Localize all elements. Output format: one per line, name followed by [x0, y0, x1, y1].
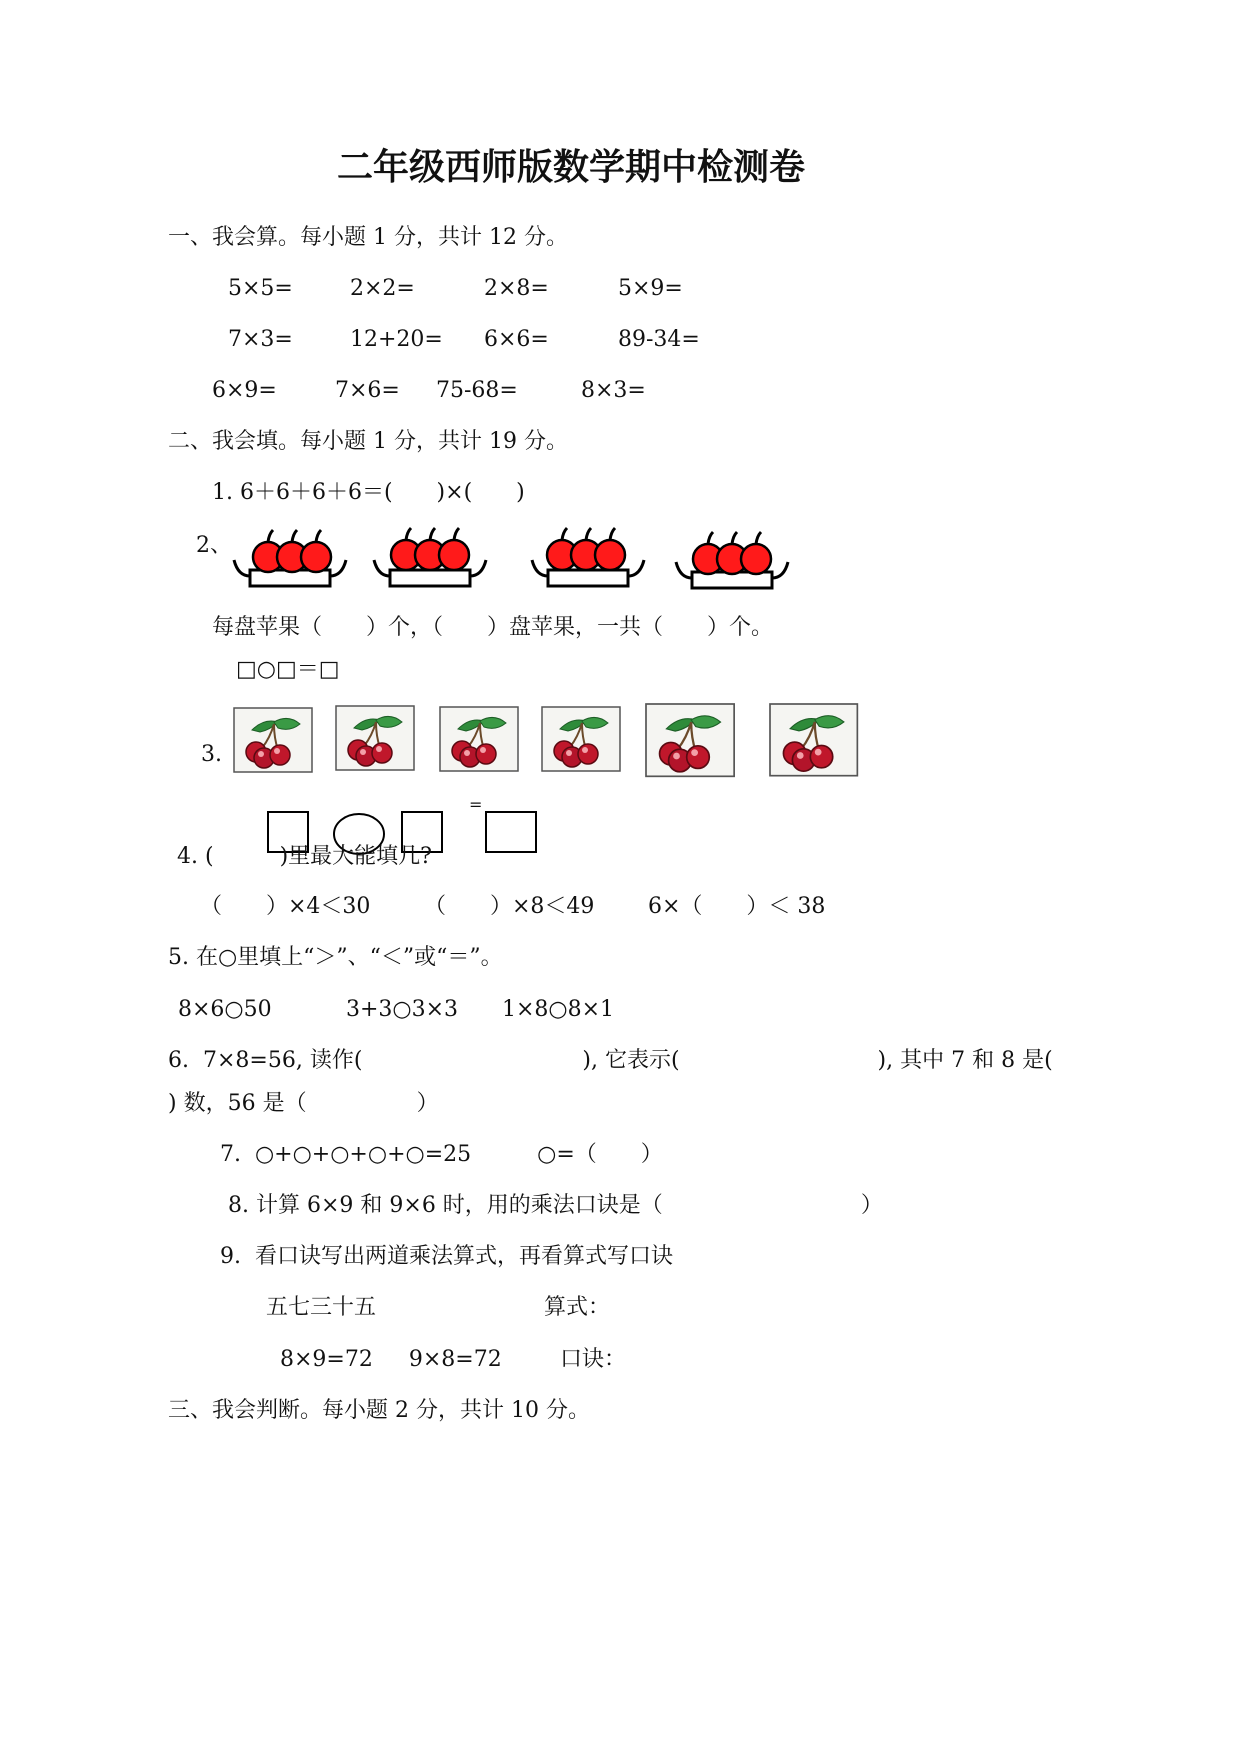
question-9-rhyme-label: 口诀： [560, 1347, 627, 1372]
calc-item: 89-34= [618, 327, 700, 352]
question-3-equals: = [469, 795, 483, 814]
calc-item: 6×9= [212, 378, 277, 403]
question-4: 4. ( )里最大能填几? [177, 844, 432, 869]
question-8: 8. 计算 6×9 和 9×6 时，用的乘法口诀是（ ） [228, 1193, 883, 1218]
calc-item: 8×3= [581, 378, 646, 403]
section-2-heading: 二、我会填。每小题 1 分，共计 19 分。 [168, 429, 568, 454]
calc-item: 7×3= [228, 327, 293, 352]
question-4-item: （ ）×4＜30 [200, 894, 371, 919]
cherry-pictures [232, 702, 862, 778]
question-9-formula-label: 算式： [544, 1295, 611, 1320]
question-5: 5. 在○里填上“＞”、“＜”或“＝”。 [168, 945, 503, 970]
apple-plate [234, 530, 346, 586]
calc-item: 5×5= [228, 276, 293, 301]
calc-item: 5×9= [618, 276, 683, 301]
page-title: 二年级西师版数学期中检测卷 [337, 147, 806, 188]
question-5-item: 1×8○8×1 [502, 997, 615, 1022]
cherry-picture [336, 706, 414, 770]
answer-box [486, 812, 536, 852]
calc-item: 12+20= [350, 327, 443, 352]
calc-item: 75-68= [436, 378, 518, 403]
question-5-item: 8×6○50 [178, 997, 272, 1022]
question-4-item: 6×（ ）＜ 38 [648, 894, 826, 919]
calc-item: 2×2= [350, 276, 415, 301]
question-2-label: 2、 [196, 533, 232, 558]
calc-item: 7×6= [335, 378, 400, 403]
question-1: 1. 6＋6＋6＋6＝( )×( ) [212, 480, 525, 505]
apple-plate [374, 528, 486, 586]
section-1-heading: 一、我会算。每小题 1 分，共计 12 分。 [168, 225, 568, 250]
question-9: 9. 看口诀写出两道乘法算式，再看算式写口诀 [220, 1244, 673, 1269]
calc-item: 2×8= [484, 276, 549, 301]
question-2-text: 每盘苹果（ ）个，（ ）盘苹果，一共（ ）个。 [212, 615, 774, 640]
question-3-label: 3. [201, 742, 222, 767]
cherry-picture [440, 707, 518, 771]
apple-plate [532, 528, 644, 586]
section-3-heading: 三、我会判断。每小题 2 分，共计 10 分。 [168, 1398, 590, 1423]
question-6-line-1: 6. 7×8=56, 读作( ), 它表示( ), 其中 7 和 8 是( [168, 1048, 1053, 1073]
question-9-equations: 8×9=72 9×8=72 [280, 1347, 502, 1372]
cherry-picture [542, 707, 620, 771]
question-5-item: 3+3○3×3 [346, 997, 459, 1022]
question-6-line-2: ) 数，56 是（ ） [168, 1091, 439, 1116]
question-4-item: （ ）×8＜49 [424, 894, 595, 919]
question-7: 7. ○+○+○+○+○=25 ○=（ ） [220, 1142, 663, 1167]
apple-plates-illustration [230, 524, 800, 592]
cherry-picture [646, 704, 734, 776]
apple-plate [676, 532, 788, 588]
cherry-picture [234, 708, 312, 772]
cherry-picture [770, 704, 857, 776]
question-2-formula: □○□＝□ [236, 657, 340, 682]
calc-item: 6×6= [484, 327, 549, 352]
question-9-rhyme: 五七三十五 [266, 1295, 377, 1320]
